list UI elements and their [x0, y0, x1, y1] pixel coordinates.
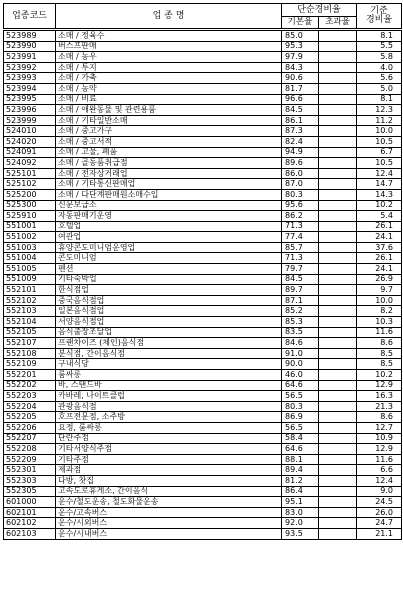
standard-rate-cell: 14.7	[357, 179, 402, 190]
table-row	[4, 189, 402, 200]
base-rate-cell: 79.7	[282, 264, 319, 275]
base-rate-cell: 97.9	[282, 52, 319, 63]
industry-code-cell: 551003	[4, 242, 56, 253]
base-rate-cell: 85.2	[282, 306, 319, 317]
table-row	[4, 264, 402, 275]
standard-rate-cell: 12.4	[357, 168, 402, 179]
excess-rate-cell	[319, 200, 357, 211]
industry-code-cell: 552303	[4, 475, 56, 486]
excess-rate-cell	[319, 189, 357, 200]
excess-rate-cell	[319, 317, 357, 328]
base-rate-cell: 56.5	[282, 391, 319, 402]
industry-name-cell: 프랜차이즈 (체인)음식점	[56, 338, 282, 349]
industry-code-cell: 552109	[4, 359, 56, 370]
table-row	[4, 465, 402, 476]
base-rate-cell: 88.1	[282, 454, 319, 465]
standard-rate-cell: 10.0	[357, 126, 402, 137]
industry-name-cell: 서양음식점업	[56, 317, 282, 328]
standard-rate-cell: 24.5	[357, 497, 402, 508]
table-row	[4, 147, 402, 158]
table-row	[4, 306, 402, 317]
excess-rate-cell	[319, 295, 357, 306]
industry-code-cell: 552205	[4, 412, 56, 423]
industry-code-cell: 552102	[4, 295, 56, 306]
industry-name-cell: 소매 / 골동품취급점	[56, 158, 282, 169]
excess-rate-cell	[319, 274, 357, 285]
table-row	[4, 232, 402, 243]
industry-code-cell: 551004	[4, 253, 56, 264]
base-rate-cell: 84.3	[282, 62, 319, 73]
industry-name-cell: 중국음식점업	[56, 295, 282, 306]
table-row	[4, 41, 402, 52]
industry-name-cell: 기타숙박업	[56, 274, 282, 285]
standard-rate-cell: 10.2	[357, 200, 402, 211]
table-row	[4, 454, 402, 465]
standard-rate-cell: 10.9	[357, 433, 402, 444]
industry-name-cell: 콘도미니엄	[56, 253, 282, 264]
excess-rate-cell	[319, 73, 357, 84]
table-row	[4, 295, 402, 306]
excess-rate-cell	[319, 179, 357, 190]
industry-name-cell: 단란주점	[56, 433, 282, 444]
table-row	[4, 52, 402, 63]
base-rate-cell: 64.6	[282, 444, 319, 455]
industry-code-cell: 552107	[4, 338, 56, 349]
industry-code-cell: 552203	[4, 391, 56, 402]
table-row	[4, 115, 402, 126]
base-rate-cell: 77.4	[282, 232, 319, 243]
standard-rate-cell: 8.6	[357, 412, 402, 423]
excess-rate-cell	[319, 370, 357, 381]
industry-name-cell: 소매 / 가축	[56, 73, 282, 84]
industry-name-cell: 일본음식점업	[56, 306, 282, 317]
industry-code-cell: 523991	[4, 52, 56, 63]
table-row	[4, 338, 402, 349]
table-row	[4, 73, 402, 84]
industry-code-cell: 552301	[4, 465, 56, 476]
excess-rate-cell	[319, 105, 357, 116]
base-rate-cell: 95.6	[282, 200, 319, 211]
base-rate-cell: 84.5	[282, 274, 319, 285]
table-row	[4, 433, 402, 444]
table-row	[4, 253, 402, 264]
base-rate-cell: 85.0	[282, 30, 319, 42]
industry-name-cell: 관광음식점	[56, 401, 282, 412]
industry-name-cell: 휴양콘도미니엄운영업	[56, 242, 282, 253]
industry-code-cell: 525101	[4, 168, 56, 179]
excess-rate-cell	[319, 253, 357, 264]
standard-rate-cell: 11.6	[357, 454, 402, 465]
industry-code-cell: 552103	[4, 306, 56, 317]
excess-rate-cell	[319, 380, 357, 391]
industry-name-cell: 기타주점	[56, 454, 282, 465]
industry-name-cell: 운수/고속버스	[56, 507, 282, 518]
excess-rate-cell	[319, 147, 357, 158]
base-rate-cell: 90.0	[282, 359, 319, 370]
table-row	[4, 401, 402, 412]
standard-rate-cell: 21.1	[357, 528, 402, 539]
industry-name-cell: 소매 / 기타일반소매	[56, 115, 282, 126]
standard-rate-cell: 4.0	[357, 62, 402, 73]
excess-rate-cell	[319, 444, 357, 455]
industry-code-cell: 524091	[4, 147, 56, 158]
base-rate-cell: 91.0	[282, 348, 319, 359]
standard-rate-cell: 26.9	[357, 274, 402, 285]
excess-rate-cell	[319, 338, 357, 349]
excess-rate-cell	[319, 497, 357, 508]
standard-rate-cell: 14.3	[357, 189, 402, 200]
base-rate-cell: 71.3	[282, 253, 319, 264]
table-row	[4, 317, 402, 328]
base-rate-cell: 81.2	[282, 475, 319, 486]
excess-rate-cell	[319, 264, 357, 275]
industry-code-cell: 524092	[4, 158, 56, 169]
industry-code-cell: 523992	[4, 62, 56, 73]
base-rate-cell: 46.0	[282, 370, 319, 381]
industry-name-cell: 운수/시내버스	[56, 528, 282, 539]
industry-code-cell: 602103	[4, 528, 56, 539]
industry-name-cell: 호프전문점, 소주방	[56, 412, 282, 423]
base-rate-cell: 80.3	[282, 189, 319, 200]
industry-code-cell: 552104	[4, 317, 56, 328]
standard-rate-cell: 12.4	[357, 475, 402, 486]
table-row	[4, 327, 402, 338]
industry-code-cell: 524020	[4, 136, 56, 147]
base-rate-cell: 64.6	[282, 380, 319, 391]
excess-rate-cell	[319, 136, 357, 147]
industry-name-cell: 음식출장조달업	[56, 327, 282, 338]
industry-name-cell: 바, 스탠드바	[56, 380, 282, 391]
industry-name-cell: 소매 / 비료	[56, 94, 282, 105]
base-rate-cell: 85.3	[282, 317, 319, 328]
industry-code-cell: 602101	[4, 507, 56, 518]
industry-code-cell: 552201	[4, 370, 56, 381]
industry-code-cell: 523993	[4, 73, 56, 84]
industry-code-cell: 523995	[4, 94, 56, 105]
industry-code-cell: 552305	[4, 486, 56, 497]
industry-name-cell: 소매 / 농약	[56, 83, 282, 94]
standard-rate-cell: 12.3	[357, 105, 402, 116]
excess-rate-cell	[319, 83, 357, 94]
base-rate-cell: 56.5	[282, 422, 319, 433]
standard-rate-cell: 26.1	[357, 221, 402, 232]
standard-rate-cell: 5.5	[357, 41, 402, 52]
standard-rate-cell: 10.3	[357, 317, 402, 328]
table-row	[4, 528, 402, 539]
industry-name-cell: 다방, 찻집	[56, 475, 282, 486]
table-row	[4, 62, 402, 73]
base-rate-cell: 92.0	[282, 518, 319, 529]
standard-rate-cell: 10.0	[357, 295, 402, 306]
industry-name-cell: 소매 / 중고가구	[56, 126, 282, 137]
industry-code-cell: 552105	[4, 327, 56, 338]
standard-rate-cell: 8.5	[357, 348, 402, 359]
standard-rate-cell: 12.9	[357, 380, 402, 391]
industry-name-cell: 기타서양식주점	[56, 444, 282, 455]
table-row	[4, 94, 402, 105]
base-rate-cell: 84.6	[282, 338, 319, 349]
base-rate-cell: 89.6	[282, 158, 319, 169]
industry-code-cell: 602102	[4, 518, 56, 529]
standard-rate-cell: 37.6	[357, 242, 402, 253]
base-rate-cell: 93.5	[282, 528, 319, 539]
header-code: 업종코드	[4, 4, 56, 30]
industry-code-cell: 552207	[4, 433, 56, 444]
table-row	[4, 158, 402, 169]
industry-code-cell: 524010	[4, 126, 56, 137]
industry-code-cell: 525910	[4, 211, 56, 222]
table-row	[4, 136, 402, 147]
excess-rate-cell	[319, 41, 357, 52]
excess-rate-cell	[319, 475, 357, 486]
standard-rate-cell: 12.7	[357, 422, 402, 433]
header-base-rate: 기본율	[282, 17, 319, 30]
industry-name-cell: 소매 / 중고서적	[56, 136, 282, 147]
base-rate-cell: 96.6	[282, 94, 319, 105]
table-row	[4, 200, 402, 211]
table-row	[4, 83, 402, 94]
industry-code-cell: 523996	[4, 105, 56, 116]
industry-name-cell: 분식점, 간이음식점	[56, 348, 282, 359]
industry-name-cell: 제과점	[56, 465, 282, 476]
industry-code-cell: 525300	[4, 200, 56, 211]
standard-rate-cell: 12.9	[357, 444, 402, 455]
industry-code-cell: 552204	[4, 401, 56, 412]
excess-rate-cell	[319, 486, 357, 497]
base-rate-cell: 58.4	[282, 433, 319, 444]
industry-name-cell: 카바레, 나이트클럽	[56, 391, 282, 402]
table-row	[4, 274, 402, 285]
standard-rate-cell: 11.6	[357, 327, 402, 338]
table-row	[4, 359, 402, 370]
header-standard-rate-line2: 경비율	[365, 15, 393, 25]
industry-name-cell: 소매 / 정육수	[56, 30, 282, 42]
excess-rate-cell	[319, 518, 357, 529]
standard-rate-cell: 5.4	[357, 211, 402, 222]
excess-rate-cell	[319, 454, 357, 465]
header-standard-rate-line1: 기준	[370, 6, 388, 16]
table-row	[4, 518, 402, 529]
excess-rate-cell	[319, 30, 357, 42]
industry-code-cell: 525102	[4, 179, 56, 190]
table-row	[4, 30, 402, 42]
excess-rate-cell	[319, 359, 357, 370]
industry-code-cell: 551009	[4, 274, 56, 285]
table-row	[4, 221, 402, 232]
excess-rate-cell	[319, 285, 357, 296]
standard-rate-cell: 8.1	[357, 94, 402, 105]
table-row	[4, 285, 402, 296]
excess-rate-cell	[319, 348, 357, 359]
excess-rate-cell	[319, 306, 357, 317]
base-rate-cell: 95.1	[282, 497, 319, 508]
industry-name-cell: 소매 / 애완동물 및 관련용품	[56, 105, 282, 116]
excess-rate-cell	[319, 211, 357, 222]
base-rate-cell: 87.1	[282, 295, 319, 306]
standard-rate-cell: 8.2	[357, 306, 402, 317]
industry-name-cell: 한식점업	[56, 285, 282, 296]
excess-rate-cell	[319, 327, 357, 338]
standard-rate-cell: 9.7	[357, 285, 402, 296]
standard-rate-cell: 8.1	[357, 30, 402, 42]
industry-name-cell: 룸싸롱	[56, 370, 282, 381]
industry-code-cell: 552208	[4, 444, 56, 455]
industry-name-cell: 소매 / 투지	[56, 62, 282, 73]
standard-rate-cell: 21.3	[357, 401, 402, 412]
standard-rate-cell: 11.2	[357, 115, 402, 126]
header-name: 업 종 명	[56, 4, 282, 30]
excess-rate-cell	[319, 412, 357, 423]
base-rate-cell: 86.4	[282, 486, 319, 497]
excess-rate-cell	[319, 115, 357, 126]
table-row	[4, 422, 402, 433]
standard-rate-cell: 5.8	[357, 52, 402, 63]
table-row	[4, 242, 402, 253]
base-rate-cell: 89.4	[282, 465, 319, 476]
standard-rate-cell: 5.6	[357, 73, 402, 84]
base-rate-cell: 84.5	[282, 105, 319, 116]
industry-name-cell: 호텔업	[56, 221, 282, 232]
industry-name-cell: 소매 / 기타통신판매업	[56, 179, 282, 190]
industry-code-cell: 552101	[4, 285, 56, 296]
standard-rate-cell: 24.1	[357, 232, 402, 243]
industry-code-cell: 523989	[4, 30, 56, 42]
base-rate-cell: 71.3	[282, 221, 319, 232]
base-rate-cell: 86.2	[282, 211, 319, 222]
base-rate-cell: 85.7	[282, 242, 319, 253]
header-excess-rate: 초과율	[319, 17, 357, 30]
base-rate-cell: 94.9	[282, 147, 319, 158]
base-rate-cell: 83.5	[282, 327, 319, 338]
industry-code-cell: 523999	[4, 115, 56, 126]
excess-rate-cell	[319, 221, 357, 232]
base-rate-cell: 89.7	[282, 285, 319, 296]
industry-code-cell: 523990	[4, 41, 56, 52]
industry-name-cell: 소매 / 농우	[56, 52, 282, 63]
base-rate-cell: 80.3	[282, 401, 319, 412]
table-row	[4, 179, 402, 190]
table-row	[4, 391, 402, 402]
excess-rate-cell	[319, 242, 357, 253]
table-row	[4, 168, 402, 179]
industry-name-cell: 운수/철도운송, 철도화물운송	[56, 497, 282, 508]
table-row	[4, 497, 402, 508]
standard-rate-cell: 10.5	[357, 136, 402, 147]
standard-rate-cell: 24.7	[357, 518, 402, 529]
excess-rate-cell	[319, 168, 357, 179]
industry-code-cell: 525200	[4, 189, 56, 200]
excess-rate-cell	[319, 422, 357, 433]
base-rate-cell: 86.0	[282, 168, 319, 179]
industry-code-cell: 551005	[4, 264, 56, 275]
industry-name-cell: 여관업	[56, 232, 282, 243]
base-rate-cell: 81.7	[282, 83, 319, 94]
table-row	[4, 211, 402, 222]
excess-rate-cell	[319, 465, 357, 476]
excess-rate-cell	[319, 528, 357, 539]
header-standard-rate	[357, 4, 402, 30]
base-rate-cell: 87.0	[282, 179, 319, 190]
standard-rate-cell: 10.5	[357, 158, 402, 169]
base-rate-cell: 86.1	[282, 115, 319, 126]
industry-code-cell: 523994	[4, 83, 56, 94]
standard-rate-cell: 16.3	[357, 391, 402, 402]
table-row	[4, 370, 402, 381]
excess-rate-cell	[319, 433, 357, 444]
excess-rate-cell	[319, 507, 357, 518]
industry-code-cell: 551002	[4, 232, 56, 243]
standard-rate-cell: 26.0	[357, 507, 402, 518]
industry-name-cell: 소매 / 전자상거래업	[56, 168, 282, 179]
table-header	[4, 4, 402, 30]
base-rate-cell: 95.3	[282, 41, 319, 52]
industry-code-cell: 552202	[4, 380, 56, 391]
standard-rate-cell: 26.1	[357, 253, 402, 264]
standard-rate-cell: 8.6	[357, 338, 402, 349]
excess-rate-cell	[319, 94, 357, 105]
excess-rate-cell	[319, 126, 357, 137]
base-rate-cell: 90.6	[282, 73, 319, 84]
header-simple-rate: 단순경비율	[282, 4, 357, 17]
excess-rate-cell	[319, 52, 357, 63]
industry-name-cell: 자동판매기운영	[56, 211, 282, 222]
industry-name-cell: 운수/시외버스	[56, 518, 282, 529]
base-rate-cell: 87.3	[282, 126, 319, 137]
industry-code-cell: 601000	[4, 497, 56, 508]
base-rate-cell: 82.4	[282, 136, 319, 147]
industry-code-cell: 552209	[4, 454, 56, 465]
industry-name-cell: 버스프판매	[56, 41, 282, 52]
table-row	[4, 412, 402, 423]
industry-name-cell: 요정, 룸싸롱	[56, 422, 282, 433]
excess-rate-cell	[319, 62, 357, 73]
table-row	[4, 380, 402, 391]
table-row	[4, 348, 402, 359]
standard-rate-cell: 8.5	[357, 359, 402, 370]
base-rate-cell: 86.9	[282, 412, 319, 423]
standard-rate-cell: 10.2	[357, 370, 402, 381]
table-row	[4, 126, 402, 137]
excess-rate-cell	[319, 232, 357, 243]
base-rate-cell: 83.0	[282, 507, 319, 518]
standard-rate-cell: 6.6	[357, 465, 402, 476]
industry-name-cell: 소매 / 다단계판매원소매수입	[56, 189, 282, 200]
industry-code-cell: 551001	[4, 221, 56, 232]
excess-rate-cell	[319, 401, 357, 412]
standard-rate-cell: 9.0	[357, 486, 402, 497]
excess-rate-cell	[319, 158, 357, 169]
industry-name-cell: 소매 / 고물, 폐품	[56, 147, 282, 158]
industry-code-cell: 552108	[4, 348, 56, 359]
industry-name-cell: 신문보급소	[56, 200, 282, 211]
standard-rate-cell: 5.0	[357, 83, 402, 94]
table-row	[4, 444, 402, 455]
table-body	[4, 30, 402, 540]
table-row	[4, 105, 402, 116]
expense-rate-table	[3, 3, 402, 540]
table-row	[4, 507, 402, 518]
industry-name-cell: 고속도로휴게소, 간이음식	[56, 486, 282, 497]
table-row	[4, 475, 402, 486]
industry-name-cell: 구내식당	[56, 359, 282, 370]
standard-rate-cell: 6.7	[357, 147, 402, 158]
excess-rate-cell	[319, 391, 357, 402]
standard-rate-cell: 24.1	[357, 264, 402, 275]
industry-name-cell: 펜션	[56, 264, 282, 275]
table-row	[4, 486, 402, 497]
industry-code-cell: 552206	[4, 422, 56, 433]
